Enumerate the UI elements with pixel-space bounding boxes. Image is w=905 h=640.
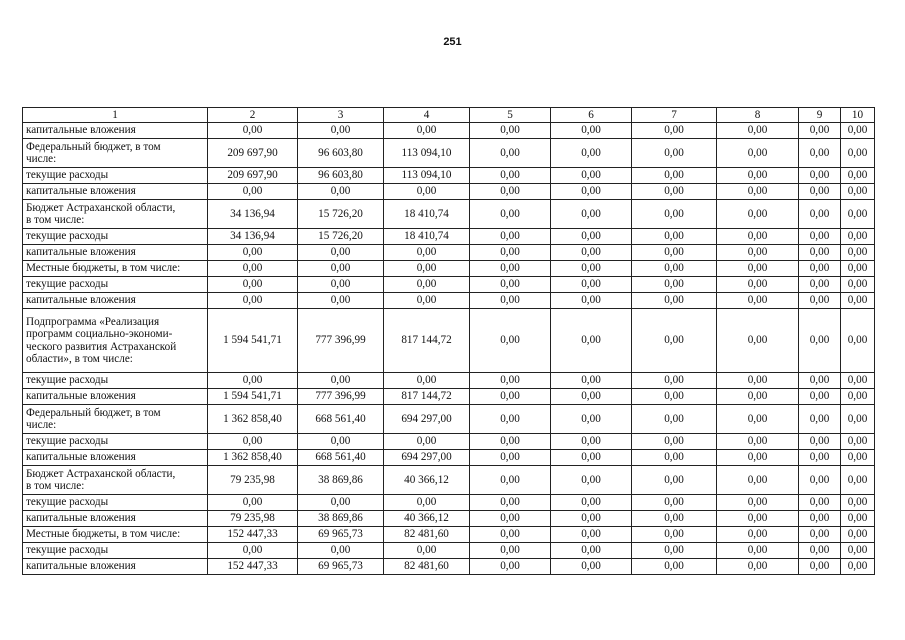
table-row — [23, 434, 875, 450]
value-cell: 0,00 — [717, 293, 799, 309]
value-cell: 0,00 — [470, 559, 551, 575]
value-cell: 0,00 — [799, 277, 841, 293]
value-cell: 0,00 — [799, 261, 841, 277]
value-cell: 113 094,10 — [384, 139, 470, 168]
value-cell: 0,00 — [841, 200, 875, 229]
value-cell: 0,00 — [841, 405, 875, 434]
value-cell: 0,00 — [551, 389, 632, 405]
value-cell: 0,00 — [298, 373, 384, 389]
table-row — [23, 511, 875, 527]
value-cell: 0,00 — [470, 511, 551, 527]
value-cell: 0,00 — [799, 123, 841, 139]
value-cell: 0,00 — [551, 184, 632, 200]
value-cell: 0,00 — [841, 293, 875, 309]
column-header: 3 — [298, 108, 384, 123]
value-cell: 0,00 — [799, 245, 841, 261]
row-label: текущие расходы — [23, 229, 208, 245]
value-cell: 0,00 — [470, 495, 551, 511]
value-cell: 0,00 — [717, 511, 799, 527]
value-cell: 0,00 — [632, 139, 717, 168]
row-label: текущие расходы — [23, 277, 208, 293]
value-cell: 0,00 — [470, 139, 551, 168]
value-cell: 0,00 — [717, 543, 799, 559]
value-cell: 0,00 — [841, 139, 875, 168]
value-cell: 69 965,73 — [298, 559, 384, 575]
value-cell: 113 094,10 — [384, 168, 470, 184]
value-cell: 38 869,86 — [298, 466, 384, 495]
value-cell: 0,00 — [551, 559, 632, 575]
value-cell: 18 410,74 — [384, 229, 470, 245]
value-cell: 0,00 — [470, 261, 551, 277]
value-cell: 694 297,00 — [384, 405, 470, 434]
value-cell: 0,00 — [717, 559, 799, 575]
value-cell: 668 561,40 — [298, 450, 384, 466]
value-cell: 0,00 — [470, 527, 551, 543]
value-cell: 0,00 — [799, 184, 841, 200]
column-header: 8 — [717, 108, 799, 123]
value-cell: 0,00 — [470, 405, 551, 434]
value-cell: 0,00 — [632, 123, 717, 139]
value-cell: 0,00 — [841, 511, 875, 527]
value-cell: 0,00 — [799, 405, 841, 434]
value-cell: 0,00 — [717, 229, 799, 245]
value-cell: 0,00 — [551, 527, 632, 543]
value-cell: 0,00 — [632, 495, 717, 511]
row-label: капитальные вложения — [23, 293, 208, 309]
value-cell: 15 726,20 — [298, 200, 384, 229]
value-cell: 777 396,99 — [298, 309, 384, 373]
value-cell: 0,00 — [384, 293, 470, 309]
value-cell: 0,00 — [208, 184, 298, 200]
value-cell: 0,00 — [470, 245, 551, 261]
value-cell: 0,00 — [632, 450, 717, 466]
value-cell: 34 136,94 — [208, 200, 298, 229]
page-number: 251 — [443, 36, 462, 48]
value-cell: 0,00 — [470, 184, 551, 200]
value-cell: 0,00 — [841, 277, 875, 293]
value-cell: 0,00 — [551, 245, 632, 261]
value-cell: 0,00 — [632, 293, 717, 309]
value-cell: 0,00 — [551, 139, 632, 168]
value-cell: 96 603,80 — [298, 168, 384, 184]
value-cell: 0,00 — [841, 559, 875, 575]
value-cell: 0,00 — [470, 543, 551, 559]
value-cell: 38 869,86 — [298, 511, 384, 527]
value-cell: 0,00 — [632, 405, 717, 434]
value-cell: 0,00 — [799, 389, 841, 405]
row-label: Бюджет Астраханской области, в том числе: — [23, 200, 208, 229]
value-cell: 0,00 — [208, 434, 298, 450]
value-cell: 0,00 — [551, 466, 632, 495]
row-label: текущие расходы — [23, 168, 208, 184]
column-header: 6 — [551, 108, 632, 123]
value-cell: 152 447,33 — [208, 527, 298, 543]
value-cell: 79 235,98 — [208, 466, 298, 495]
value-cell: 0,00 — [551, 277, 632, 293]
table-row — [23, 184, 875, 200]
value-cell: 40 366,12 — [384, 511, 470, 527]
column-header: 9 — [799, 108, 841, 123]
value-cell: 0,00 — [717, 200, 799, 229]
value-cell: 0,00 — [799, 293, 841, 309]
row-label: Местные бюджеты, в том числе: — [23, 261, 208, 277]
value-cell: 0,00 — [841, 495, 875, 511]
column-header: 2 — [208, 108, 298, 123]
value-cell: 0,00 — [799, 559, 841, 575]
value-cell: 152 447,33 — [208, 559, 298, 575]
value-cell: 0,00 — [298, 184, 384, 200]
value-cell: 0,00 — [384, 495, 470, 511]
value-cell: 0,00 — [551, 405, 632, 434]
value-cell: 82 481,60 — [384, 527, 470, 543]
value-cell: 0,00 — [298, 543, 384, 559]
value-cell: 0,00 — [799, 373, 841, 389]
value-cell: 209 697,90 — [208, 168, 298, 184]
value-cell: 0,00 — [841, 450, 875, 466]
row-label: капитальные вложения — [23, 450, 208, 466]
row-label: текущие расходы — [23, 434, 208, 450]
value-cell: 0,00 — [799, 511, 841, 527]
table-row — [23, 450, 875, 466]
value-cell: 0,00 — [799, 527, 841, 543]
value-cell: 0,00 — [470, 466, 551, 495]
value-cell: 0,00 — [632, 261, 717, 277]
value-cell: 0,00 — [841, 245, 875, 261]
table-row — [23, 389, 875, 405]
value-cell: 0,00 — [298, 293, 384, 309]
table-body — [23, 123, 875, 575]
value-cell: 0,00 — [384, 277, 470, 293]
value-cell: 0,00 — [551, 309, 632, 373]
value-cell: 0,00 — [799, 309, 841, 373]
row-label: Местные бюджеты, в том числе: — [23, 527, 208, 543]
value-cell: 1 362 858,40 — [208, 405, 298, 434]
value-cell: 0,00 — [470, 168, 551, 184]
value-cell: 0,00 — [208, 373, 298, 389]
table-row — [23, 245, 875, 261]
row-label: Федеральный бюджет, в том числе: — [23, 139, 208, 168]
value-cell: 0,00 — [841, 261, 875, 277]
value-cell: 0,00 — [384, 123, 470, 139]
value-cell: 0,00 — [632, 373, 717, 389]
value-cell: 0,00 — [551, 123, 632, 139]
value-cell: 0,00 — [717, 466, 799, 495]
value-cell: 0,00 — [298, 495, 384, 511]
value-cell: 0,00 — [717, 309, 799, 373]
value-cell: 0,00 — [632, 543, 717, 559]
value-cell: 777 396,99 — [298, 389, 384, 405]
column-header: 1 — [23, 108, 208, 123]
table-row — [23, 527, 875, 543]
table-row — [23, 168, 875, 184]
row-label: капитальные вложения — [23, 245, 208, 261]
column-header: 5 — [470, 108, 551, 123]
value-cell: 1 594 541,71 — [208, 389, 298, 405]
value-cell: 0,00 — [632, 277, 717, 293]
value-cell: 0,00 — [632, 466, 717, 495]
value-cell: 0,00 — [841, 389, 875, 405]
column-header: 10 — [841, 108, 875, 123]
value-cell: 0,00 — [632, 511, 717, 527]
value-cell: 0,00 — [384, 245, 470, 261]
value-cell: 0,00 — [717, 450, 799, 466]
value-cell: 0,00 — [799, 450, 841, 466]
value-cell: 0,00 — [841, 527, 875, 543]
value-cell: 0,00 — [551, 229, 632, 245]
value-cell: 0,00 — [470, 309, 551, 373]
table-row — [23, 293, 875, 309]
column-header: 4 — [384, 108, 470, 123]
value-cell: 0,00 — [551, 261, 632, 277]
value-cell: 0,00 — [470, 200, 551, 229]
row-label: капитальные вложения — [23, 559, 208, 575]
value-cell: 0,00 — [208, 293, 298, 309]
value-cell: 0,00 — [384, 434, 470, 450]
value-cell: 0,00 — [841, 184, 875, 200]
value-cell: 0,00 — [799, 495, 841, 511]
value-cell: 0,00 — [632, 200, 717, 229]
value-cell: 0,00 — [470, 293, 551, 309]
value-cell: 15 726,20 — [298, 229, 384, 245]
value-cell: 0,00 — [841, 123, 875, 139]
value-cell: 0,00 — [717, 527, 799, 543]
value-cell: 0,00 — [841, 434, 875, 450]
row-label: капитальные вложения — [23, 511, 208, 527]
value-cell: 0,00 — [551, 434, 632, 450]
value-cell: 0,00 — [470, 123, 551, 139]
value-cell: 0,00 — [717, 405, 799, 434]
table-row — [23, 123, 875, 139]
value-cell: 0,00 — [632, 389, 717, 405]
value-cell: 0,00 — [298, 123, 384, 139]
value-cell: 0,00 — [841, 229, 875, 245]
value-cell: 0,00 — [717, 434, 799, 450]
value-cell: 0,00 — [717, 277, 799, 293]
value-cell: 0,00 — [717, 184, 799, 200]
row-label: капитальные вложения — [23, 184, 208, 200]
value-cell: 0,00 — [799, 434, 841, 450]
row-label: текущие расходы — [23, 495, 208, 511]
table-row — [23, 200, 875, 229]
value-cell: 0,00 — [208, 495, 298, 511]
value-cell: 0,00 — [632, 309, 717, 373]
value-cell: 0,00 — [841, 466, 875, 495]
value-cell: 0,00 — [632, 434, 717, 450]
value-cell: 0,00 — [717, 373, 799, 389]
value-cell: 0,00 — [799, 229, 841, 245]
table-row — [23, 495, 875, 511]
table-row — [23, 261, 875, 277]
value-cell: 0,00 — [841, 309, 875, 373]
value-cell: 0,00 — [384, 373, 470, 389]
value-cell: 694 297,00 — [384, 450, 470, 466]
value-cell: 0,00 — [632, 245, 717, 261]
value-cell: 0,00 — [632, 168, 717, 184]
value-cell: 817 144,72 — [384, 389, 470, 405]
value-cell: 0,00 — [551, 511, 632, 527]
value-cell: 0,00 — [551, 543, 632, 559]
value-cell: 0,00 — [799, 139, 841, 168]
row-label: Федеральный бюджет, в том числе: — [23, 405, 208, 434]
value-cell: 0,00 — [841, 373, 875, 389]
value-cell: 0,00 — [632, 184, 717, 200]
value-cell: 0,00 — [632, 229, 717, 245]
row-label: капитальные вложения — [23, 123, 208, 139]
value-cell: 0,00 — [799, 200, 841, 229]
table-row — [23, 139, 875, 168]
value-cell: 0,00 — [551, 450, 632, 466]
table-row — [23, 229, 875, 245]
value-cell: 0,00 — [717, 123, 799, 139]
value-cell: 0,00 — [717, 495, 799, 511]
value-cell: 0,00 — [551, 168, 632, 184]
value-cell: 0,00 — [208, 277, 298, 293]
value-cell: 0,00 — [717, 245, 799, 261]
value-cell: 0,00 — [298, 245, 384, 261]
value-cell: 0,00 — [717, 261, 799, 277]
row-label: текущие расходы — [23, 543, 208, 559]
table-row — [23, 466, 875, 495]
value-cell: 0,00 — [298, 277, 384, 293]
value-cell: 79 235,98 — [208, 511, 298, 527]
value-cell: 0,00 — [208, 543, 298, 559]
value-cell: 0,00 — [470, 277, 551, 293]
value-cell: 0,00 — [799, 466, 841, 495]
value-cell: 209 697,90 — [208, 139, 298, 168]
value-cell: 0,00 — [384, 543, 470, 559]
column-header: 7 — [632, 108, 717, 123]
value-cell: 0,00 — [632, 559, 717, 575]
value-cell: 0,00 — [841, 543, 875, 559]
table-row — [23, 277, 875, 293]
value-cell: 0,00 — [551, 373, 632, 389]
value-cell: 18 410,74 — [384, 200, 470, 229]
value-cell: 0,00 — [298, 261, 384, 277]
value-cell: 0,00 — [632, 527, 717, 543]
value-cell: 0,00 — [208, 123, 298, 139]
value-cell: 0,00 — [717, 139, 799, 168]
table-row — [23, 559, 875, 575]
row-label: Подпрограмма «Реализация программ социально-экономи- ческого развития Астраханской области», в том числе: — [23, 309, 208, 373]
value-cell: 0,00 — [799, 168, 841, 184]
value-cell: 96 603,80 — [298, 139, 384, 168]
value-cell: 668 561,40 — [298, 405, 384, 434]
value-cell: 1 594 541,71 — [208, 309, 298, 373]
table-row — [23, 373, 875, 389]
value-cell: 0,00 — [470, 389, 551, 405]
value-cell: 69 965,73 — [298, 527, 384, 543]
value-cell: 0,00 — [384, 184, 470, 200]
value-cell: 40 366,12 — [384, 466, 470, 495]
row-label: Бюджет Астраханской области, в том числе: — [23, 466, 208, 495]
table-row — [23, 405, 875, 434]
table-row — [23, 543, 875, 559]
value-cell: 0,00 — [384, 261, 470, 277]
row-label: капитальные вложения — [23, 389, 208, 405]
value-cell: 0,00 — [799, 543, 841, 559]
budget-table — [22, 107, 875, 575]
value-cell: 0,00 — [551, 495, 632, 511]
value-cell: 0,00 — [470, 434, 551, 450]
value-cell: 0,00 — [470, 229, 551, 245]
value-cell: 0,00 — [470, 450, 551, 466]
value-cell: 0,00 — [208, 245, 298, 261]
value-cell: 0,00 — [717, 168, 799, 184]
value-cell: 82 481,60 — [384, 559, 470, 575]
table-row — [23, 309, 875, 373]
header-row — [23, 108, 875, 123]
value-cell: 1 362 858,40 — [208, 450, 298, 466]
value-cell: 0,00 — [841, 168, 875, 184]
value-cell: 0,00 — [551, 200, 632, 229]
row-label: текущие расходы — [23, 373, 208, 389]
value-cell: 817 144,72 — [384, 309, 470, 373]
value-cell: 34 136,94 — [208, 229, 298, 245]
value-cell: 0,00 — [470, 373, 551, 389]
value-cell: 0,00 — [551, 293, 632, 309]
value-cell: 0,00 — [717, 389, 799, 405]
value-cell: 0,00 — [208, 261, 298, 277]
value-cell: 0,00 — [298, 434, 384, 450]
